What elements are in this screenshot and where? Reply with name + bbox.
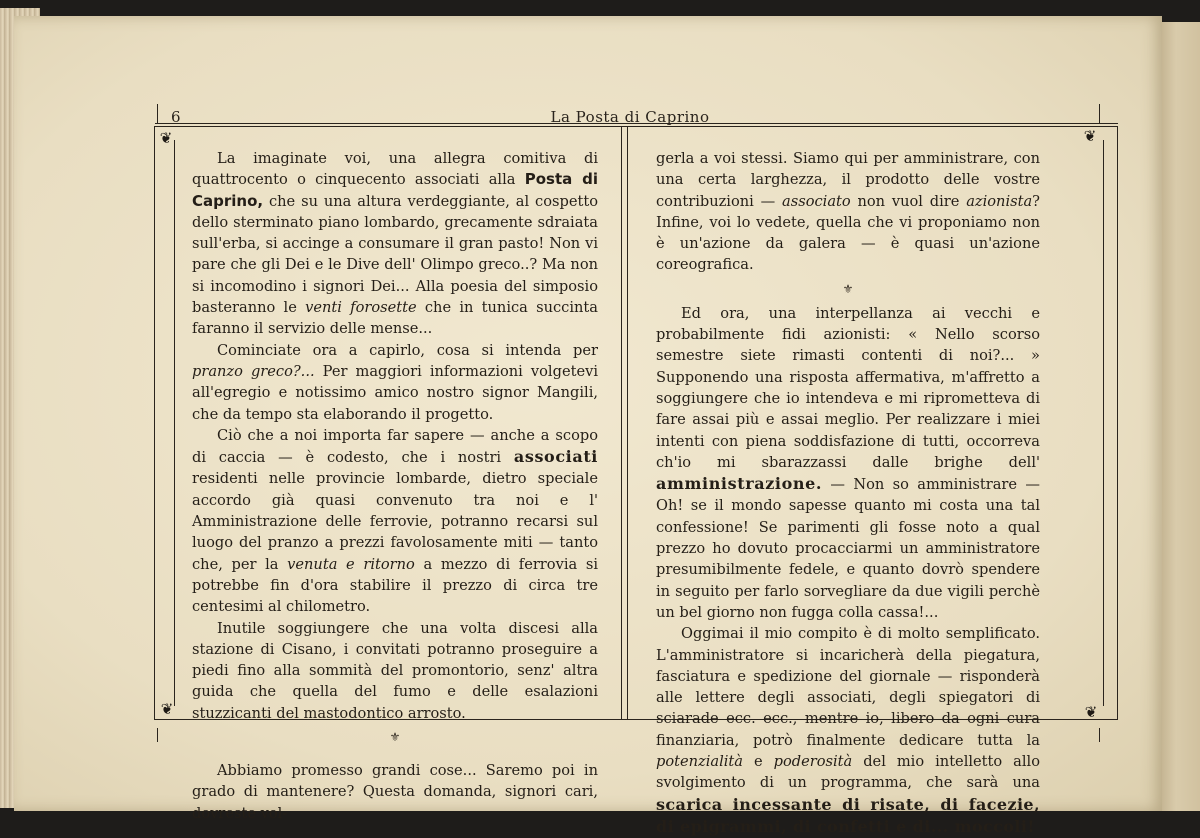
corner-fleuron-bottom-right: ❦ [1084, 703, 1098, 721]
paragraph: Inutile soggiungere che una volta discesi alla stazione di Cisano, i convitati potranno proseguire a piedi fino alla sommità del promontorio, senz' altra guida che quella del fumo e delle esalazioni stuzzicanti del mastodontico arrosto. [192, 619, 598, 722]
paragraph: gerla a voi stessi. Siamo qui per amministrare, con una certa larghezza, il prodotto delle vostre contribuzioni — associato non vuol dire azionista? Infine, voi lo vedete, quella che vi proponiamo non è un'azione da galera — è quasi un'azione coreografica. [656, 150, 1040, 274]
footer-tick-right [1099, 728, 1100, 742]
inner-rule-left [174, 140, 175, 706]
paragraph: Ed ora, una interpellanza ai vecchi e probabilmente fidi azionisti: « Nello scorso semestre siete rimasti contenti di noi?... » Supponendo una risposta affermativa, m'affretto a soggiungere che io intendeva e mi riprometteva di fare assai più e assai meglio. Per realizzare i miei intenti con piena soddisfazione di tutti, occorreva ch'io mi sbarazzassi dalle brighe dell' amministrazione. — Non so amministrare — Oh! se il mondo sapesse quanto mi costa una tal confessione! Se parimenti gli fosse noto a qual prezzo ho dovuto procacciarmi un amministratore presumibilmente fedele, e quanto dovrò spendere in seguito per farlo sorvegliare da due vigili perchè un bel giorno non fugga colla cassa!... [656, 304, 1040, 621]
inner-rule-right [1103, 140, 1104, 706]
left-column [192, 148, 598, 824]
running-title: La Posta di Caprino [550, 108, 710, 126]
column-rule-right [627, 126, 628, 720]
page-number: 6 [171, 108, 181, 126]
section-break-ornament: ⚜ [389, 730, 401, 745]
paragraph: Oggimai il mio compito è di molto semplificato. L'amministratore si incaricherà della piegatura, fasciatura e spedizione del giornale — risponderà alle lettere degli associati, degli spiegatori di sciarade ecc. ecc., mentre io, libero da ogni cura finanziaria, potrò finalmente dedicare tutta la potenzialità e poderosità del mio intelletto allo svolgimento di un programma, che sarà una scarica incessante di risate, di facezie, di epigrammi, di confetti e di... moccoli! [656, 625, 1040, 836]
corner-fleuron-top-right: ❦ [1083, 127, 1097, 145]
journal-title: Posta di Caprino, [192, 170, 598, 210]
column-rule-left [621, 126, 622, 720]
footer-tick-left [157, 728, 158, 742]
paragraph: Abbiamo promesso grandi cose... Saremo poi in grado di mantenere? Questa domanda, signori cari, dovreste vol- [192, 762, 598, 822]
header-tick-left [157, 104, 158, 124]
corner-fleuron-top-left: ❦ [159, 129, 173, 147]
corner-fleuron-bottom-left: ❦ [160, 700, 174, 718]
right-column [656, 148, 1040, 838]
paragraph: Cominciate ora a capirlo, cosa si intenda per pranzo greco?... Per maggiori informazioni volgetevi all'egregio e notissimo amico nostro signor Mangili, che da tempo sta elaborando il progetto. [192, 341, 598, 423]
paragraph: La imaginate voi, una allegra comitiva di quattrocento o cinquecento associati alla Posta di Caprino, che su una altura verdeggiante, al cospetto dello sterminato piano lombardo, grecamente sdraiata sull'erba, si accinge a consumare il gran pasto! Non vi pare che gli Dei e le Dive dell' Olimpo greco..? Ma non si incomodino i signori Dei... Alla poesia del simposio basteranno le venti forosette che in tunica succinta faranno il servizio delle mense... [192, 150, 598, 338]
closing-emphasis: scarica incessante di risate, di facezie, di epigrammi, di confetti e di... moccoli! [656, 794, 1040, 836]
header-rule [155, 123, 1118, 124]
section-break-ornament: ⚜ [842, 281, 854, 296]
paragraph: Ciò che a noi importa far sapere — anche a scopo di caccia — è codesto, che i nostri associati residenti nelle provincie lombarde, dietro speciale accordo già quasi convenuto tra noi e l' Amministrazione delle ferrovie, potranno recarsi sul luogo del pranzo a prezzi favolosamente miti — tanto che, per la venuta e ritorno a mezzo di ferrovia si potrebbe fin d'ora stabilire il prezzo di circa tre centesimi al chilometro. [192, 426, 598, 616]
header-tick-right [1099, 104, 1100, 124]
